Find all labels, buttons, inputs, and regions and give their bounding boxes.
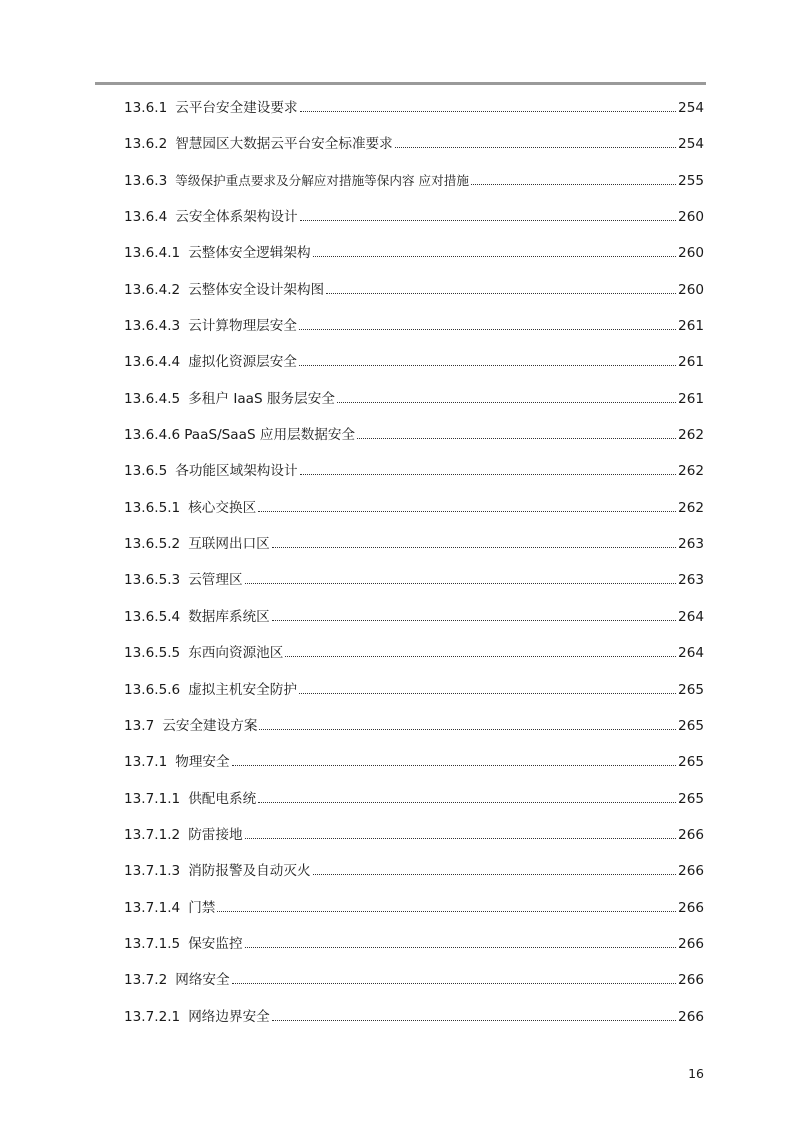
toc-entry-number: 13.7	[124, 717, 155, 734]
toc-entry-page: 262	[678, 463, 704, 480]
toc-entry-number: 13.7.2	[124, 972, 168, 989]
dot-leader	[300, 474, 676, 475]
toc-entry-page: 260	[678, 209, 704, 226]
toc-entry-number: 13.7.1.2	[124, 826, 181, 843]
dot-leader	[272, 1020, 676, 1021]
toc-entry-title: 物理安全	[175, 754, 230, 771]
dot-leader	[259, 729, 676, 730]
toc-entry-number: 13.6.5.6	[124, 681, 181, 698]
dot-leader	[258, 802, 676, 803]
toc-entry[interactable]	[124, 97, 704, 133]
toc-entry[interactable]	[124, 170, 704, 206]
dot-leader	[272, 620, 676, 621]
toc-entry-number: 13.6.1	[124, 100, 168, 116]
toc-entry[interactable]	[124, 533, 704, 569]
toc-entry-page: 263	[678, 536, 704, 553]
toc-entry-page: 261	[678, 318, 704, 335]
dot-leader	[357, 438, 676, 439]
toc-entry-page: 261	[678, 354, 704, 371]
toc-entry-page: 266	[678, 935, 704, 952]
dot-leader	[471, 184, 676, 185]
toc-entry[interactable]	[124, 497, 704, 533]
toc-entry-number: 13.6.4.4	[124, 354, 181, 371]
dot-leader	[299, 329, 676, 330]
toc-entry-number: 13.7.1.5	[124, 935, 181, 952]
dot-leader	[245, 947, 676, 948]
dot-leader	[299, 693, 676, 694]
toc-entry-page: 266	[678, 863, 704, 880]
dot-leader	[300, 220, 676, 221]
toc-entry[interactable]	[124, 569, 704, 605]
toc-entry-number: 13.7.1	[124, 754, 168, 771]
toc-entry[interactable]	[124, 242, 704, 278]
toc-entry-page: 260	[678, 281, 704, 298]
toc-entry-title: 各功能区域架构设计	[175, 463, 298, 480]
toc-entry-number: 13.7.1.4	[124, 899, 181, 916]
toc-entry[interactable]	[124, 206, 704, 242]
toc-entry[interactable]	[124, 715, 704, 751]
toc-entry-page: 265	[678, 681, 704, 698]
toc-entry-title: 网络安全	[175, 972, 230, 989]
toc-entry-title: 云整体安全设计架构图	[188, 281, 325, 298]
toc-entry-number: 13.6.5	[124, 463, 168, 480]
toc-entry-page: 266	[678, 1008, 704, 1025]
toc-entry-number: 13.6.5.4	[124, 608, 181, 625]
toc-entry-page: 255	[678, 172, 704, 189]
toc-entry-title: 数据库系统区	[188, 608, 270, 625]
dot-leader	[272, 547, 676, 548]
toc-entry[interactable]	[124, 1006, 704, 1042]
dot-leader	[258, 511, 676, 512]
toc-entry[interactable]	[124, 897, 704, 933]
toc-entry-page: 261	[678, 390, 704, 407]
toc-entry-title: 虚拟主机安全防护	[188, 681, 297, 698]
toc-entry[interactable]	[124, 460, 704, 496]
dot-leader	[232, 983, 676, 984]
toc-entry-page: 265	[678, 717, 704, 734]
toc-entry-number: 13.6.4.6	[124, 427, 181, 444]
toc-entry-title: 云管理区	[188, 572, 243, 589]
page-number: 16	[688, 1066, 704, 1081]
toc-entry-number: 13.6.4.5	[124, 390, 181, 407]
toc-entry-title: 智慧园区大数据云平台安全标准要求	[175, 136, 393, 153]
toc-entry[interactable]	[124, 969, 704, 1005]
toc-entry-title: 云平台安全建设要求	[175, 100, 298, 116]
toc-entry[interactable]	[124, 388, 704, 424]
dot-leader	[313, 874, 676, 875]
dot-leader	[217, 911, 676, 912]
toc-entry-title: 云整体安全逻辑架构	[188, 245, 311, 262]
toc-entry[interactable]	[124, 606, 704, 642]
toc-entry-page: 266	[678, 826, 704, 843]
toc-entry-number: 13.6.3	[124, 172, 168, 189]
dot-leader	[395, 147, 676, 148]
dot-leader	[326, 293, 676, 294]
toc-entry-title: 保安监控	[188, 935, 243, 952]
toc-entry-title: 核心交换区	[188, 499, 257, 516]
dot-leader	[285, 656, 676, 657]
toc-entry-title: 云安全建设方案	[162, 717, 258, 734]
toc-entry-number: 13.6.5.5	[124, 645, 181, 662]
toc-entry[interactable]	[124, 315, 704, 351]
toc-entry-number: 13.7.1.1	[124, 790, 181, 807]
dot-leader	[300, 111, 676, 112]
toc-entry-title: 门禁	[188, 899, 216, 916]
dot-leader	[337, 402, 676, 403]
toc-entry-title: PaaS/SaaS 应用层数据安全	[184, 427, 356, 444]
toc-entry[interactable]	[124, 279, 704, 315]
toc-entry-page: 265	[678, 790, 704, 807]
toc-entry-page: 254	[678, 100, 704, 116]
toc-entry-title: 互联网出口区	[188, 536, 270, 553]
toc-entry[interactable]	[124, 860, 704, 896]
toc-entry-number: 13.7.2.1	[124, 1008, 181, 1025]
dot-leader	[299, 365, 676, 366]
toc-entry-title: 云计算物理层安全	[188, 318, 297, 335]
toc-entry-number: 13.6.4.1	[124, 245, 181, 262]
toc-entry-page: 264	[678, 608, 704, 625]
toc-entry-page: 265	[678, 754, 704, 771]
toc-entry-title: 东西向资源池区	[188, 645, 284, 662]
dot-leader	[232, 765, 676, 766]
toc-entry[interactable]	[124, 751, 704, 787]
toc-entry-number: 13.6.5.3	[124, 572, 181, 589]
toc-entry-number: 13.6.5.1	[124, 499, 181, 516]
toc-entry[interactable]	[124, 933, 704, 969]
toc-entry[interactable]	[124, 788, 704, 824]
toc-entry-page: 264	[678, 645, 704, 662]
toc-entry-title: 防雷接地	[188, 826, 243, 843]
toc-entry-number: 13.6.4.3	[124, 318, 181, 335]
toc-entry[interactable]	[124, 351, 704, 387]
toc-entry-title: 云安全体系架构设计	[175, 209, 298, 226]
toc-entry-page: 262	[678, 499, 704, 516]
toc-entry-page: 260	[678, 245, 704, 262]
toc-entry-title: 消防报警及自动灭火	[188, 863, 311, 880]
toc-entry-page: 262	[678, 427, 704, 444]
toc-entry-page: 254	[678, 136, 704, 153]
toc-entry-title: 等级保护重点要求及分解应对措施等保内容 应对措施	[175, 172, 469, 188]
toc-entry[interactable]	[124, 824, 704, 860]
toc-entry-page: 266	[678, 972, 704, 989]
toc-entry[interactable]	[124, 679, 704, 715]
toc-entry-title: 网络边界安全	[188, 1008, 270, 1025]
toc-entry[interactable]	[124, 642, 704, 678]
dot-leader	[313, 256, 676, 257]
toc-entry-page: 263	[678, 572, 704, 589]
toc-entry-number: 13.7.1.3	[124, 863, 181, 880]
toc-entry[interactable]	[124, 424, 704, 460]
toc-entry-title: 虚拟化资源层安全	[188, 354, 297, 371]
dot-leader	[245, 838, 676, 839]
toc-entry-number: 13.6.4	[124, 209, 168, 226]
table-of-contents	[124, 97, 704, 1042]
toc-entry[interactable]	[124, 133, 704, 169]
toc-entry-number: 13.6.5.2	[124, 536, 181, 553]
dot-leader	[245, 583, 676, 584]
header-rule	[95, 82, 706, 85]
toc-entry-title: 多租户 IaaS 服务层安全	[188, 390, 335, 407]
toc-entry-number: 13.6.2	[124, 136, 168, 153]
toc-entry-page: 266	[678, 899, 704, 916]
toc-entry-title: 供配电系统	[188, 790, 257, 807]
toc-entry-number: 13.6.4.2	[124, 281, 181, 298]
